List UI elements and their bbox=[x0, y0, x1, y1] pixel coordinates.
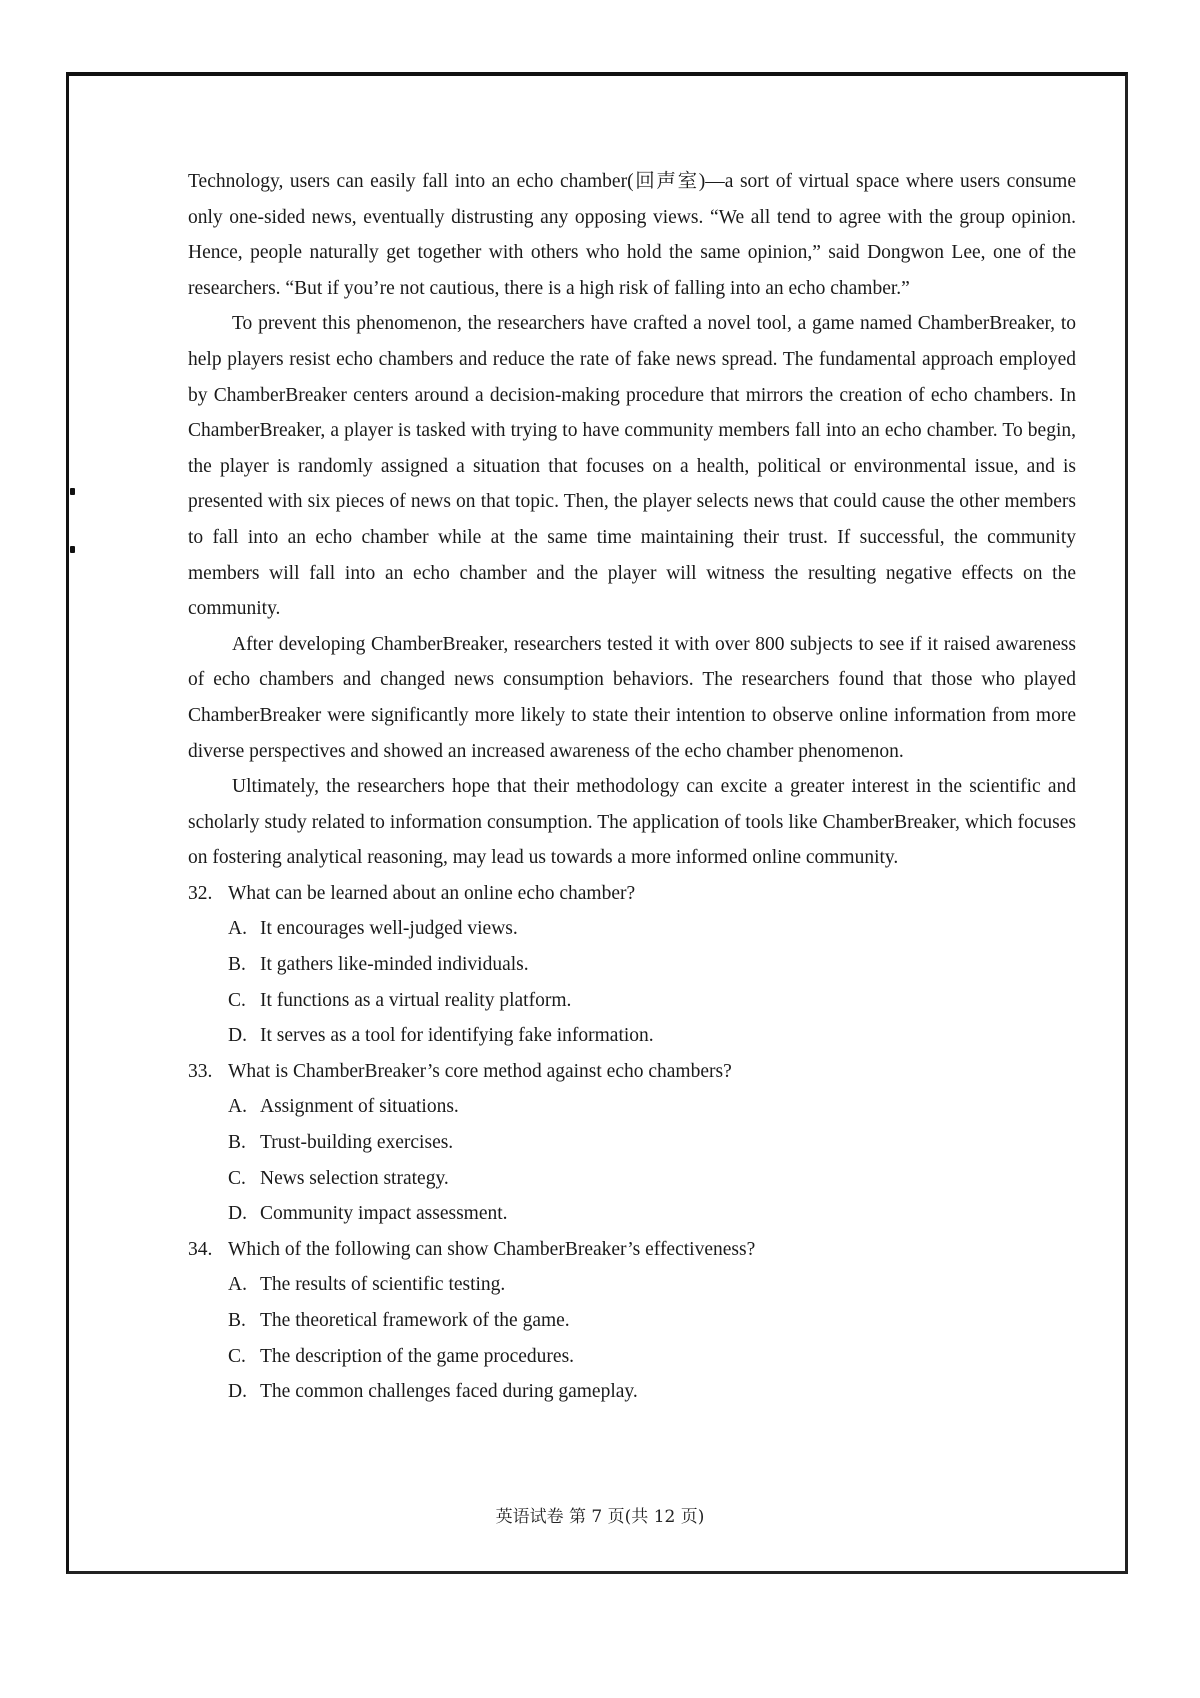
question-text: What is ChamberBreaker’s core method against echo chambers? bbox=[228, 1060, 732, 1082]
question-stem bbox=[188, 876, 1076, 912]
passage-paragraph-2: To prevent this phenomenon, the researchers have crafted a novel tool, a game named ChamberBreaker, to help players resist echo chambers and reduce the rate of fake news spread. The fundamental approach employed by ChamberBreaker centers around a decision-making procedure that mirrors the creation of echo chambers. In ChamberBreaker, a player is tasked with trying to have community members fall into an echo chamber. To begin, the player is randomly assigned a situation that focuses on a health, political or environmental issue, and is presented with six pieces of news on that topic. Then, the player selects news that could cause the other members to fall into an echo chamber while at the same time maintaining their trust. If successful, the community members will fall into an echo chamber and the player will witness the resulting negative effects on the community. bbox=[188, 313, 1076, 620]
option-b[interactable]: B. The theoretical framework of the game. bbox=[228, 1310, 570, 1331]
option-b[interactable]: B. It gathers like-minded individuals. bbox=[228, 954, 529, 976]
passage-paragraph-3: After developing ChamberBreaker, researchers tested it with over 800 subjects to see if it raised awareness of echo chambers and changed news consumption behaviors. The researchers found that those who played ChamberBreaker were significantly more likely to state their intention to observe online information from more diverse perspectives and showed an increased awareness of the echo chamber phenomenon. bbox=[188, 633, 1076, 762]
option-c[interactable]: C. News selection strategy. bbox=[228, 1167, 449, 1189]
option-d[interactable]: D. The common challenges faced during gameplay. bbox=[228, 1381, 638, 1403]
question-number: 33. bbox=[188, 1060, 213, 1082]
option-c[interactable]: C. It functions as a virtual reality platform. bbox=[228, 989, 572, 1011]
question-33 bbox=[188, 1054, 1076, 1232]
page-footer: 英语试卷 第 7 页(共 12 页) bbox=[495, 1507, 705, 1527]
exam-content bbox=[188, 164, 1076, 1410]
option-b[interactable]: B. Trust-building exercises. bbox=[228, 1132, 454, 1154]
passage-paragraph-1: Technology, users can easily fall into an echo chamber(回声室)—a sort of virtual space where users consume only one-sided news, eventually distrusting any opposing views. “We all tend to agree with the group opinion. Hence, people naturally get together with others who hold the same opinion,” said Dongwon Lee, one of the researchers. “But if you’re not cautious, there is a high risk of falling into an echo chamber.” bbox=[188, 171, 1076, 299]
answer-options bbox=[188, 1089, 1076, 1231]
scan-mark bbox=[70, 546, 75, 553]
reading-passage bbox=[188, 164, 1076, 876]
question-stem bbox=[188, 1054, 1076, 1090]
question-text: What can be learned about an online echo chamber? bbox=[228, 882, 636, 904]
question-stem bbox=[188, 1232, 1076, 1268]
option-d[interactable]: D. It serves as a tool for identifying fake information. bbox=[228, 1025, 654, 1047]
passage-paragraph-4: Ultimately, the researchers hope that their methodology can excite a greater interest in the scientific and scholarly study related to information consumption. The application of tools like ChamberBreaker, which focuses on fostering analytical reasoning, may lead us towards a more informed online community. bbox=[188, 776, 1076, 869]
answer-options bbox=[188, 1267, 1076, 1409]
question-number: 34. bbox=[188, 1238, 213, 1260]
option-a[interactable]: A. Assignment of situations. bbox=[228, 1096, 459, 1118]
question-34 bbox=[188, 1232, 1076, 1410]
option-d[interactable]: D. Community impact assessment. bbox=[228, 1203, 508, 1225]
option-a[interactable]: A. The results of scientific testing. bbox=[228, 1274, 506, 1296]
question-text: Which of the following can show ChamberBreaker’s effectiveness? bbox=[228, 1238, 756, 1260]
option-c[interactable]: C. The description of the game procedures. bbox=[228, 1345, 575, 1367]
scan-mark bbox=[70, 488, 75, 495]
answer-options bbox=[188, 911, 1076, 1053]
option-a[interactable]: A. It encourages well-judged views. bbox=[228, 918, 518, 940]
question-32 bbox=[188, 876, 1076, 1054]
question-number: 32. bbox=[188, 882, 213, 904]
